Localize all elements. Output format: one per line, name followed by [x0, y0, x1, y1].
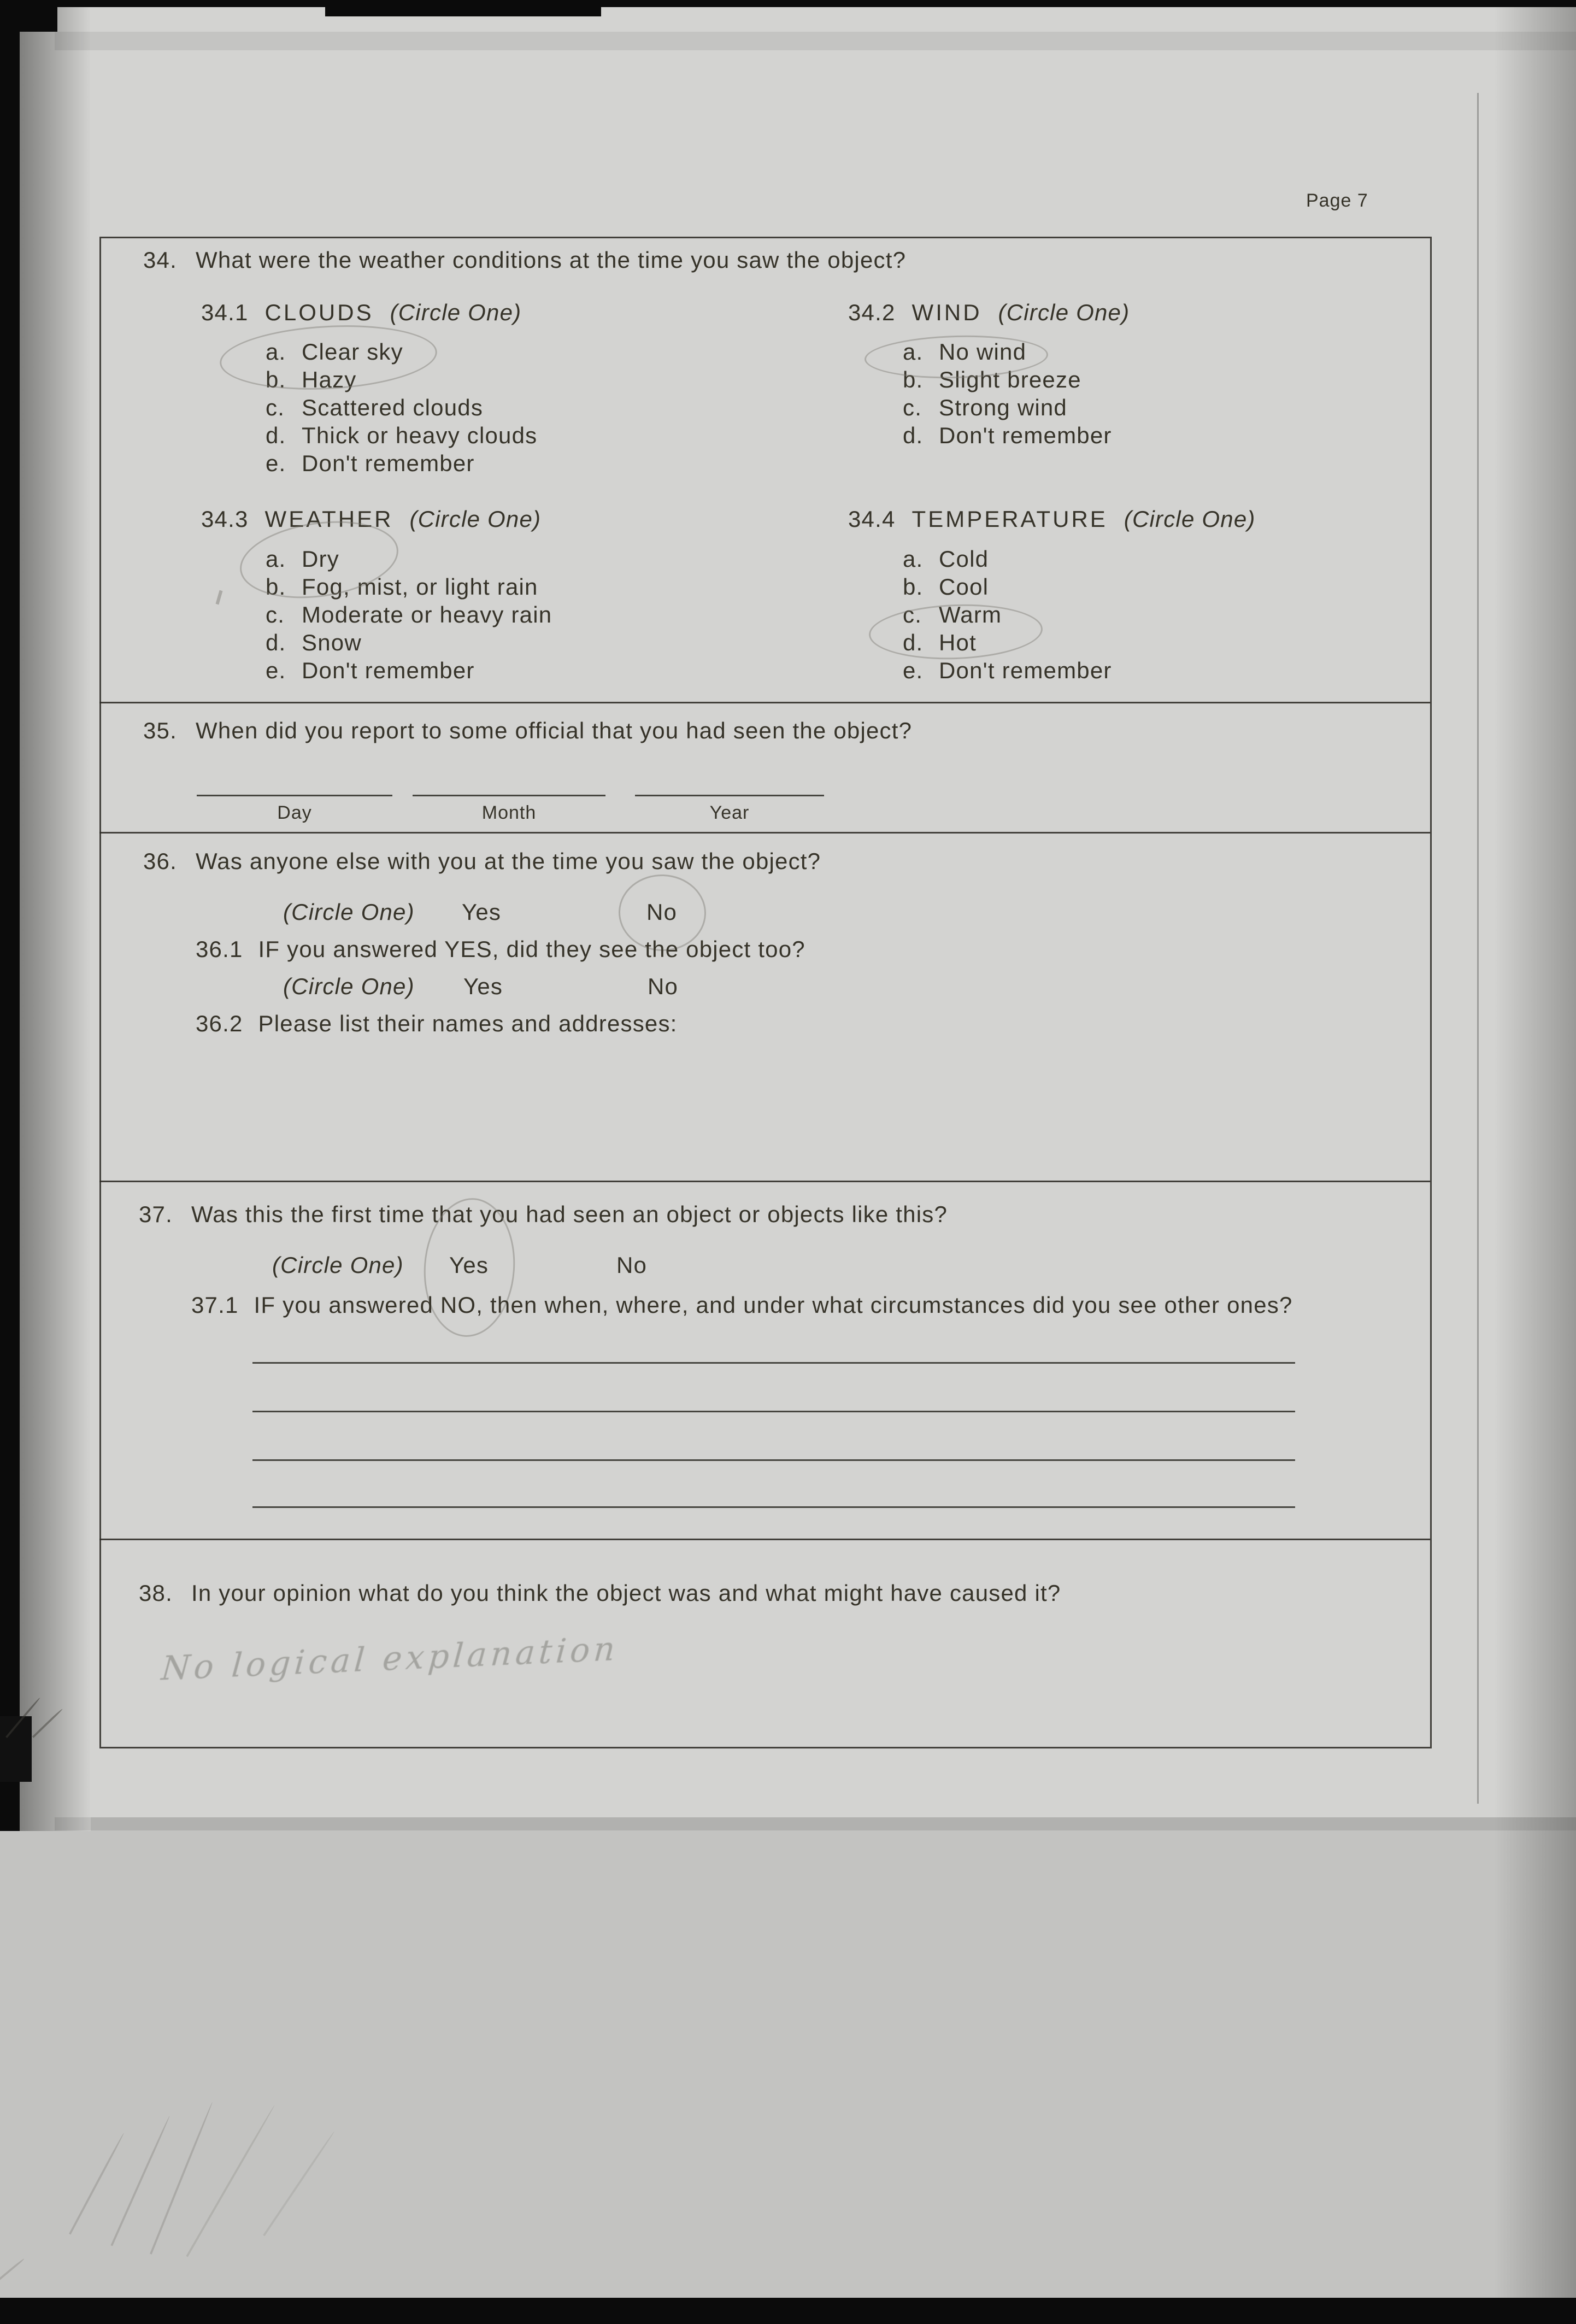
question-34-3-number: 34.3	[201, 506, 249, 532]
option-34-4-e: e. Don't remember	[903, 658, 1112, 683]
question-34-1-title: CLOUDS	[264, 300, 374, 325]
option-34-4-b: b. Cool	[903, 574, 989, 600]
answer-blank-line-1	[252, 1362, 1295, 1364]
answer-blank-line-2	[252, 1411, 1295, 1412]
film-top-mark	[325, 0, 601, 16]
question-38	[139, 1580, 1061, 1606]
scan-fold-line	[1477, 93, 1479, 1804]
page-number: Page 7	[1306, 190, 1368, 211]
option-34-3-a: a. Dry	[266, 546, 339, 572]
question-34-2-circle-one: (Circle One)	[998, 300, 1130, 325]
option-34-4-a: a. Cold	[903, 546, 989, 572]
question-34-2-header	[848, 300, 1130, 326]
question-34-4-number: 34.4	[848, 506, 896, 532]
scan-right-shading	[1494, 7, 1576, 2298]
question-36-1-option-yes: Yes	[463, 973, 503, 999]
option-34-3-d: d. Snow	[266, 630, 362, 655]
option-34-1-c: c. Scattered clouds	[266, 395, 484, 420]
question-36-1-number: 36.1	[196, 936, 243, 962]
scan-edge-gradient	[20, 7, 91, 1831]
question-36-number: 36.	[143, 848, 177, 874]
option-34-3-b: b. Fog, mist, or light rain	[266, 574, 538, 600]
question-34-1-number: 34.1	[201, 300, 249, 325]
question-37-text: Was this the first time that you had seen an object or objects like this?	[191, 1201, 948, 1227]
handwritten-answer: No logical explanation	[160, 1629, 620, 1688]
question-36-1-circle-one: (Circle One)	[283, 973, 415, 999]
question-35	[143, 718, 912, 744]
question-36	[143, 848, 821, 875]
question-34-text: What were the weather conditions at the time you saw the object?	[196, 247, 907, 273]
question-34	[143, 247, 906, 273]
option-34-1-a: a. Clear sky	[266, 339, 403, 365]
question-34-3-title: WEATHER	[264, 506, 393, 532]
question-38-text: In your opinion what do you think the object was and what might have caused it?	[191, 1580, 1061, 1606]
question-37-option-yes: Yes	[449, 1252, 489, 1278]
question-34-4-title: TEMPERATURE	[912, 506, 1108, 532]
question-36-1-text: IF you answered YES, did they see the object too?	[258, 936, 805, 962]
day-blank-line	[197, 795, 392, 796]
question-37-number: 37.	[139, 1201, 173, 1227]
question-34-1-header	[201, 300, 521, 326]
question-38-number: 38.	[139, 1580, 173, 1606]
question-36-text: Was anyone else with you at the time you saw the object?	[196, 848, 821, 874]
option-34-2-b: b. Slight breeze	[903, 367, 1081, 392]
film-edge-bottom	[0, 2298, 1576, 2324]
question-36-2	[196, 1011, 678, 1037]
question-37-option-no: No	[616, 1252, 648, 1278]
option-34-4-c: c. Warm	[903, 602, 1002, 627]
question-36-1	[196, 936, 805, 963]
day-label: Day	[277, 802, 312, 823]
month-label: Month	[481, 802, 537, 823]
month-blank-line	[413, 795, 605, 796]
year-blank-line	[635, 795, 824, 796]
question-36-option-no: No	[646, 899, 678, 925]
option-34-2-d: d. Don't remember	[903, 422, 1112, 448]
question-36-2-text: Please list their names and addresses:	[258, 1011, 678, 1036]
film-edge-top	[0, 0, 1576, 7]
option-34-3-e: e. Don't remember	[266, 658, 475, 683]
option-34-2-c: c. Strong wind	[903, 395, 1067, 420]
question-34-2-title: WIND	[912, 300, 982, 325]
option-34-2-a: a. No wind	[903, 339, 1027, 365]
option-34-3-c: c. Moderate or heavy rain	[266, 602, 552, 627]
question-37-circle-one: (Circle One)	[272, 1252, 404, 1278]
question-34-4-header	[848, 506, 1256, 532]
names-addresses-answer-area	[197, 1044, 1399, 1175]
question-34-2-number: 34.2	[848, 300, 896, 325]
question-35-text: When did you report to some official that you had seen the object?	[196, 718, 913, 743]
section-divider-35-36	[99, 832, 1430, 834]
question-37-1-text: IF you answered NO, then when, where, and under what circumstances did you see other ones?	[254, 1292, 1293, 1318]
answer-blank-line-3	[252, 1459, 1295, 1461]
scan-backing	[0, 1817, 1576, 2298]
option-34-1-e: e. Don't remember	[266, 450, 475, 476]
section-divider-34-35	[99, 702, 1430, 703]
paper-bottom-seam	[55, 1817, 1576, 1830]
section-divider-37-38	[99, 1539, 1430, 1540]
film-edge-left	[0, 0, 20, 1831]
question-36-circle-one: (Circle One)	[283, 899, 415, 925]
question-35-number: 35.	[143, 718, 177, 743]
question-34-3-circle-one: (Circle One)	[409, 506, 542, 532]
question-37-1-number: 37.1	[191, 1292, 239, 1318]
question-34-1-circle-one: (Circle One)	[390, 300, 522, 325]
question-34-number: 34.	[143, 247, 177, 273]
question-36-2-number: 36.2	[196, 1011, 243, 1036]
question-37	[139, 1201, 948, 1228]
option-34-1-b: b. Hazy	[266, 367, 357, 392]
question-36-option-yes: Yes	[462, 899, 502, 925]
answer-blank-line-4	[252, 1506, 1295, 1508]
section-divider-36-37	[99, 1181, 1430, 1182]
option-34-4-d: d. Hot	[903, 630, 977, 655]
year-label: Year	[709, 802, 750, 823]
question-37-1	[191, 1292, 1293, 1318]
question-36-1-option-no: No	[648, 973, 679, 999]
scan-top-shadow-band	[55, 32, 1576, 50]
film-corner-mark	[0, 0, 57, 32]
option-34-1-d: d. Thick or heavy clouds	[266, 422, 538, 448]
question-34-4-circle-one: (Circle One)	[1124, 506, 1256, 532]
